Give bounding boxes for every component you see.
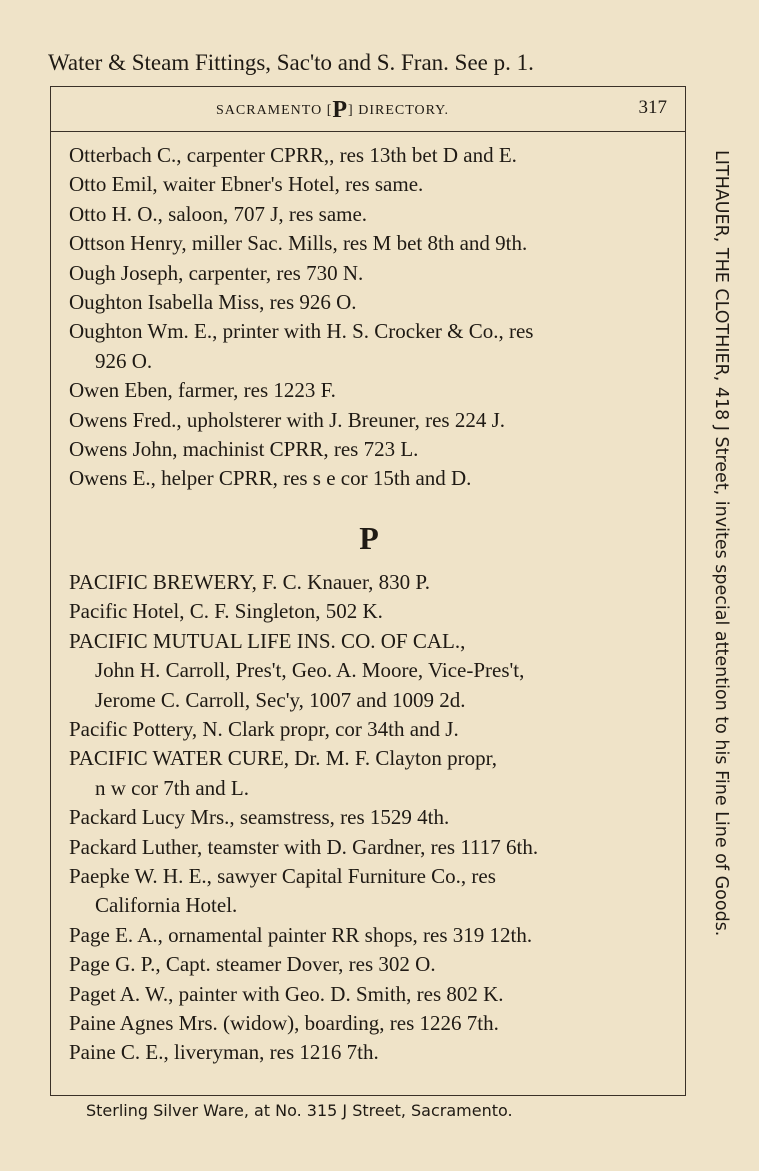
entry-line: Oughton Isabella Miss, res 926 O. <box>69 290 357 315</box>
entry-line: Owen Eben, farmer, res 1223 F. <box>69 378 336 403</box>
directory-entry <box>69 627 669 715</box>
directory-entry <box>69 1038 669 1067</box>
side-advertisement <box>707 150 731 1015</box>
entry-line: PACIFIC WATER CURE, Dr. M. F. Clayton propr, <box>69 746 498 771</box>
entry-line: PACIFIC BREWERY, F. C. Knauer, 830 P. <box>69 569 430 594</box>
directory-entry <box>69 568 669 597</box>
entry-line: Paine C. E., liveryman, res 1216 7th. <box>69 1040 379 1065</box>
entry-continuation: Jerome C. Carroll, Sec'y, 1007 and 1009 2d. <box>95 687 466 712</box>
entry-line: Page E. A., ornamental painter RR shops, res 319 12th. <box>69 922 533 947</box>
entry-line: Otto Emil, waiter Ebner's Hotel, res same. <box>69 172 424 197</box>
directory-entry <box>69 376 669 405</box>
entry-line: Pacific Hotel, C. F. Singleton, 502 K. <box>69 599 383 624</box>
section-letter: P <box>359 519 379 556</box>
entry-line: Paine Agnes Mrs. (widow), boarding, res 1226 7th. <box>69 1010 499 1035</box>
top-advertisement: Water & Steam Fittings, Sac'to and S. Fran. See p. 1. <box>48 50 534 75</box>
page-number: 317 <box>638 97 667 118</box>
entry-line: Packard Luther, teamster with D. Gardner, res 1117 6th. <box>69 834 539 859</box>
directory-entry <box>69 950 669 979</box>
entry-line: Oughton Wm. E., printer with H. S. Crocker & Co., res <box>69 319 534 344</box>
directory-entry <box>69 141 669 170</box>
directory-entry <box>69 288 669 317</box>
page-frame <box>50 86 686 1096</box>
directory-entry <box>69 1009 669 1038</box>
directory-entry <box>69 980 669 1009</box>
header-title <box>216 97 449 124</box>
entry-line: Owens Fred., upholsterer with J. Breuner, res 224 J. <box>69 407 505 432</box>
entry-line: Otto H. O., saloon, 707 J, res same. <box>69 201 368 226</box>
header-letter: P <box>332 97 349 123</box>
entry-line: Paepke W. H. E., sawyer Capital Furniture Co., res <box>69 863 496 888</box>
entry-line: Pacific Pottery, N. Clark propr, cor 34th and J. <box>69 716 459 741</box>
directory-entry <box>69 170 669 199</box>
directory-listing <box>69 141 669 1068</box>
header-directory: ] DIRECTORY. <box>348 103 449 118</box>
entry-line: Page G. P., Capt. steamer Dover, res 302 O. <box>69 952 436 977</box>
entries-o-section <box>69 141 669 494</box>
entry-line: Otterbach C., carpenter CPRR,, res 13th bet D and E. <box>69 143 517 167</box>
header-city: SACRAMENTO [ <box>216 103 333 118</box>
entry-line: Packard Lucy Mrs., seamstress, res 1529 4th. <box>69 805 450 830</box>
entry-continuation: 926 O. <box>95 348 153 373</box>
directory-entry <box>69 200 669 229</box>
entry-line: Owens John, machinist CPRR, res 723 L. <box>69 437 419 462</box>
side-advertisement-text: LITHAUER, THE CLOTHIER, 418 J Street, invites special attention to his Fine Line of Goods. <box>711 150 731 937</box>
directory-entry <box>69 862 669 921</box>
entry-continuation: n w cor 7th and L. <box>95 775 249 800</box>
directory-entry <box>69 464 669 493</box>
entry-line: Paget A. W., painter with Geo. D. Smith, res 802 K. <box>69 981 504 1006</box>
running-header <box>51 87 685 132</box>
entry-line: Ottson Henry, miller Sac. Mills, res M bet 8th and 9th. <box>69 231 528 256</box>
entry-line: PACIFIC MUTUAL LIFE INS. CO. OF CAL., <box>69 628 466 653</box>
entry-line: Owens E., helper CPRR, res s e cor 15th and D. <box>69 466 472 491</box>
directory-entry <box>69 921 669 950</box>
directory-entry <box>69 435 669 464</box>
entry-continuation: John H. Carroll, Pres't, Geo. A. Moore, Vice-Pres't, <box>95 658 525 683</box>
directory-entry <box>69 317 669 376</box>
directory-entry <box>69 259 669 288</box>
directory-entry <box>69 803 669 832</box>
entry-line: Ough Joseph, carpenter, res 730 N. <box>69 260 364 285</box>
directory-entry <box>69 744 669 803</box>
entry-continuation: California Hotel. <box>95 893 238 918</box>
bottom-advertisement: Sterling Silver Ware, at No. 315 J Street, Sacramento. <box>86 1101 513 1120</box>
entries-p-section <box>69 568 669 1068</box>
directory-entry <box>69 833 669 862</box>
directory-entry <box>69 406 669 435</box>
directory-entry <box>69 715 669 744</box>
directory-entry <box>69 597 669 626</box>
directory-entry <box>69 229 669 258</box>
